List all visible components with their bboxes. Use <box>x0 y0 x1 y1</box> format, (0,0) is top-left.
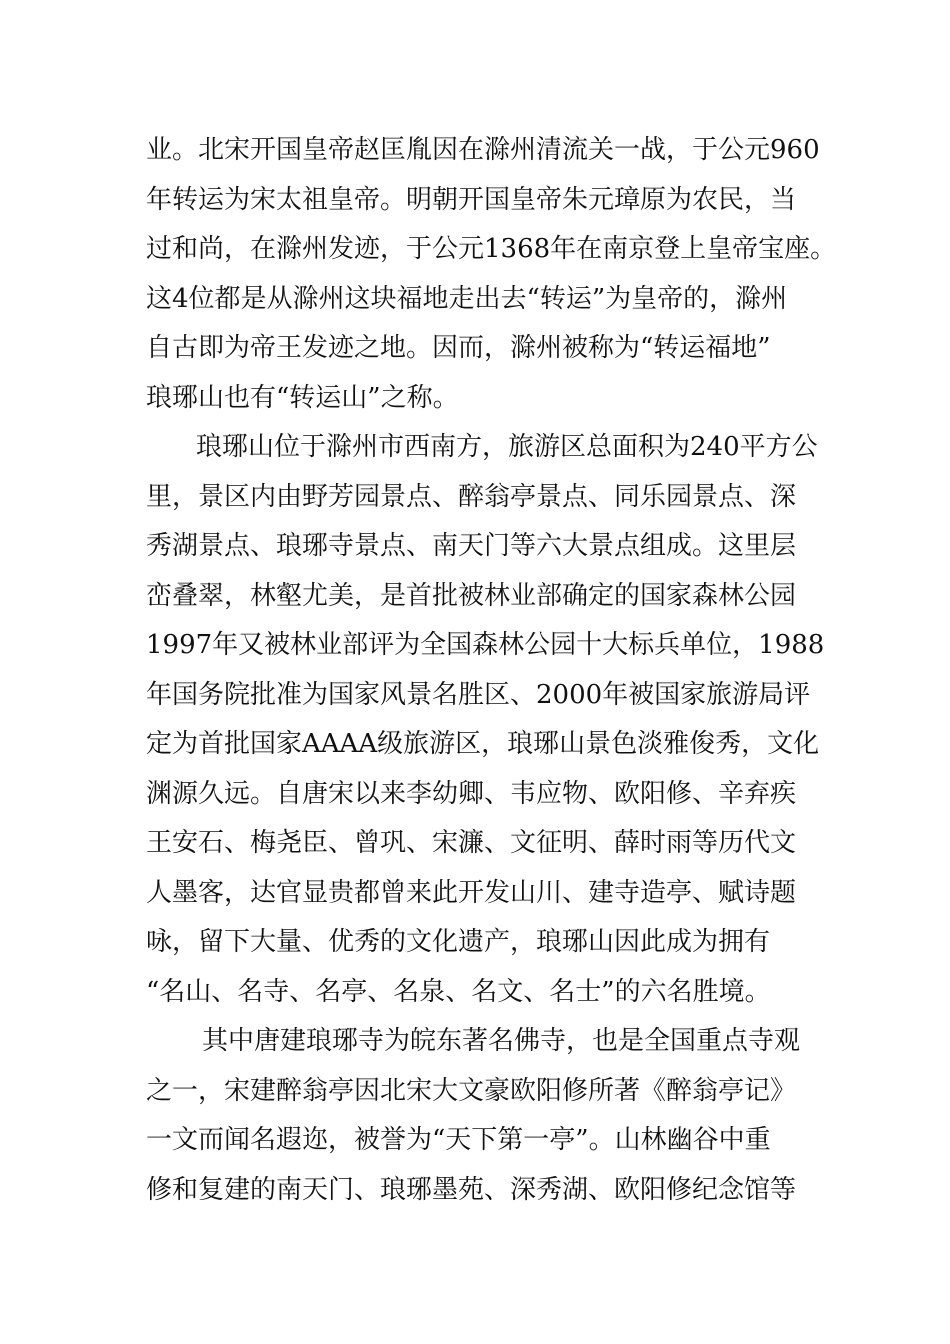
text-line: 其中唐建琅琊寺为皖东著名佛寺，也是全国重点寺观 <box>202 1026 801 1056</box>
text-line: 峦叠翠，林壑尤美，是首批被林业部确定的国家森林公园 <box>146 580 797 611</box>
paragraph-3 <box>146 1017 846 1215</box>
text-line: 里，景区内由野芳园景点、醉翁亭景点、同乐园景点、深 <box>146 481 797 512</box>
text-line: 琅琊山位于滁州市西南方，旅游区总面积为240平方公 <box>196 432 818 462</box>
text-line: 自古即为帝王发迹之地。因而，滁州被称为“转运福地” <box>146 333 771 363</box>
text-line: 年国务院批准为国家风景名胜区、2000年被国家旅游局评 <box>146 679 811 710</box>
document-body <box>146 126 846 1215</box>
text-line: 一文而闻名遐迩，被誉为“天下第一亭”。山林幽谷中重 <box>146 1125 771 1155</box>
text-line: 琅琊山也有“转运山”之称。 <box>146 382 459 413</box>
text-line: 咏，留下大量、优秀的文化遗产，琅琊山因此成为拥有 <box>146 927 771 957</box>
text-line: 人墨客，达官显贵都曾来此开发山川、建寺造亭、赋诗题 <box>146 877 797 908</box>
text-line: 王安石、梅尧臣、曾巩、宋濂、文征明、薛时雨等历代文 <box>146 828 797 858</box>
text-line: 修和复建的南天门、琅琊墨苑、深秀湖、欧阳修纪念馆等 <box>146 1174 797 1205</box>
paragraph-1 <box>146 126 846 423</box>
text-line: 秀湖景点、琅琊寺景点、南天门等六大景点组成。这里层 <box>146 531 797 561</box>
text-line: 定为首批国家AAAA级旅游区，琅琊山景色淡雅俊秀，文化 <box>146 729 820 759</box>
text-line: 渊源久远。自唐宋以来李幼卿、韦应物、欧阳修、辛弃疾 <box>146 778 797 809</box>
text-line: 这4位都是从滁州这块福地走出去“转运”为皇帝的，滁州 <box>146 283 788 314</box>
text-line: “名山、名寺、名亭、名泉、名文、名士”的六名胜境。 <box>146 976 771 1007</box>
text-line: 之一，宋建醉翁亭因北宋大文豪欧阳修所著《醉翁亭记》 <box>146 1075 797 1106</box>
text-line: 年转运为宋太祖皇帝。明朝开国皇帝朱元璋原为农民，当 <box>146 184 797 215</box>
text-line: 过和尚，在滁州发迹，于公元1368年在南京登上皇帝宝座。 <box>146 234 837 264</box>
text-line: 业。北宋开国皇帝赵匡胤因在滁州清流关一战，于公元960 <box>146 135 820 165</box>
paragraph-2 <box>146 423 846 1017</box>
text-line: 1997年又被林业部评为全国森林公园十大标兵单位，1988 <box>146 630 825 660</box>
